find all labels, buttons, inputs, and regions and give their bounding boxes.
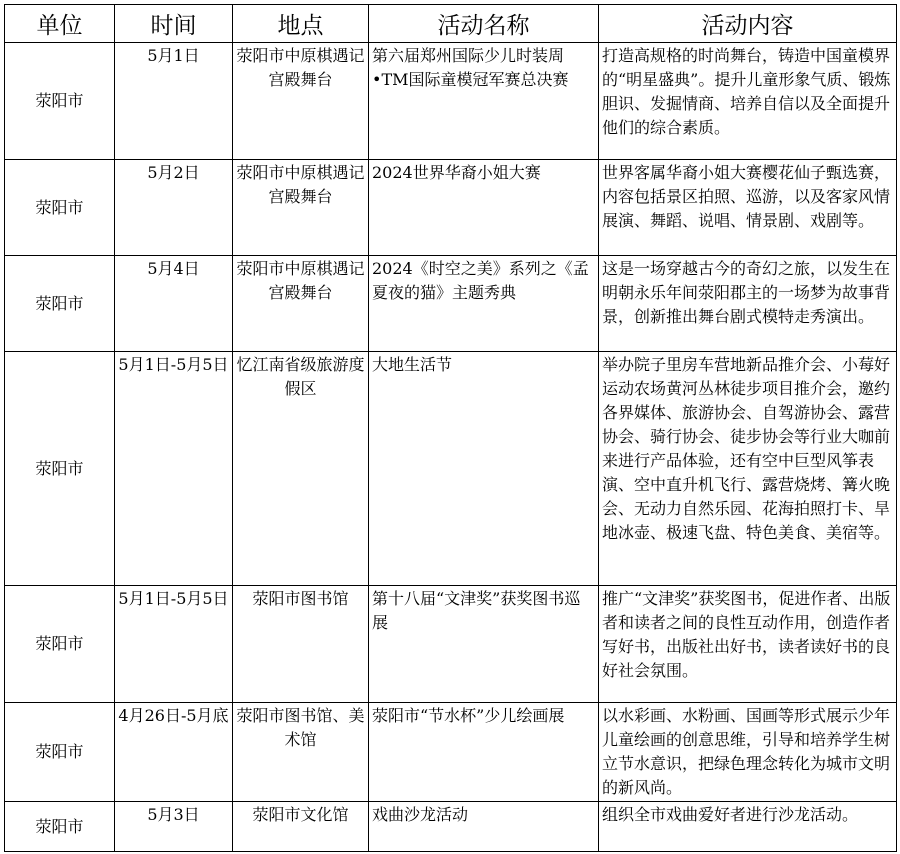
cell-activity-content: 世界客属华裔小姐大赛樱花仙子甄选赛，内容包括景区拍照、巡游，以及客家风情展演、舞蹈、说唱、情景剧、戏剧等。: [599, 160, 897, 256]
cell-unit: 荥阳市: [5, 160, 115, 256]
cell-place: 忆江南省级旅游度假区: [233, 352, 369, 586]
cell-activity-content: 推广“文津奖”获奖图书，促进作者、出版者和读者之间的良性互动作用，创造作者写好书，出版社出好书，读者读好书的良好社会氛围。: [599, 586, 897, 703]
header-activity-name: 活动名称: [369, 5, 599, 43]
cell-unit: 荥阳市: [5, 802, 115, 852]
cell-place: 荥阳市中原棋遇记宫殿舞台: [233, 43, 369, 160]
cell-activity-content: 打造高规格的时尚舞台，铸造中国童模界的“明星盛典”。提升儿童形象气质、锻炼胆识、发掘情商、培养自信以及全面提升他们的综合素质。: [599, 43, 897, 160]
header-unit: 单位: [5, 5, 115, 43]
table-row: [5, 256, 897, 352]
cell-place: 荥阳市中原棋遇记宫殿舞台: [233, 256, 369, 352]
cell-activity-name: 大地生活节: [369, 352, 599, 586]
cell-place: 荥阳市中原棋遇记宫殿舞台: [233, 160, 369, 256]
cell-time: 5月1日-5月5日: [115, 352, 233, 586]
cell-activity-content: 这是一场穿越古今的奇幻之旅，以发生在明朝永乐年间荥阳郡主的一场梦为故事背景，创新推出舞台剧式模特走秀演出。: [599, 256, 897, 352]
cell-place: 荥阳市图书馆、美术馆: [233, 703, 369, 802]
header-time: 时间: [115, 5, 233, 43]
table-row: [5, 703, 897, 802]
cell-unit: 荥阳市: [5, 256, 115, 352]
table-row: [5, 43, 897, 160]
cell-activity-name: 2024世界华裔小姐大赛: [369, 160, 599, 256]
cell-unit: 荥阳市: [5, 703, 115, 802]
cell-place: 荥阳市图书馆: [233, 586, 369, 703]
cell-unit: 荥阳市: [5, 43, 115, 160]
cell-unit: 荥阳市: [5, 586, 115, 703]
cell-time: 5月2日: [115, 160, 233, 256]
cell-activity-content: 以水彩画、水粉画、国画等形式展示少年儿童绘画的创意思维，引导和培养学生树立节水意识，把绿色理念转化为城市文明的新风尚。: [599, 703, 897, 802]
cell-time: 5月3日: [115, 802, 233, 852]
activity-table: [4, 4, 897, 852]
header-place: 地点: [233, 5, 369, 43]
table-row: [5, 352, 897, 586]
cell-activity-content: 举办院子里房车营地新品推介会、小莓好运动农场黄河丛林徒步项目推介会，邀约各界媒体、旅游协会、自驾游协会、露营协会、骑行协会、徒步协会等行业大咖前来进行产品体验，还有空中巨型风筝表演、空中直升机飞行、露营烧烤、篝火晚会、无动力自然乐园、花海拍照打卡、旱地冰壶、极速飞盘、特色美食、美宿等。: [599, 352, 897, 586]
cell-activity-name: 2024《时空之美》系列之《孟夏夜的猫》主题秀典: [369, 256, 599, 352]
table-row: [5, 586, 897, 703]
cell-place: 荥阳市文化馆: [233, 802, 369, 852]
table-header-row: [5, 5, 897, 43]
cell-activity-name: 第十八届“文津奖”获奖图书巡展: [369, 586, 599, 703]
cell-activity-name: 荥阳市“节水杯”少儿绘画展: [369, 703, 599, 802]
header-activity-content: 活动内容: [599, 5, 897, 43]
cell-time: 5月4日: [115, 256, 233, 352]
cell-time: 5月1日: [115, 43, 233, 160]
table-row: [5, 160, 897, 256]
cell-time: 5月1日-5月5日: [115, 586, 233, 703]
table-row: [5, 802, 897, 852]
cell-activity-content: 组织全市戏曲爱好者进行沙龙活动。: [599, 802, 897, 852]
cell-activity-name: 第六届郑州国际少儿时装周•TM国际童模冠军赛总决赛: [369, 43, 599, 160]
cell-time: 4月26日-5月底: [115, 703, 233, 802]
cell-activity-name: 戏曲沙龙活动: [369, 802, 599, 852]
cell-unit: 荥阳市: [5, 352, 115, 586]
